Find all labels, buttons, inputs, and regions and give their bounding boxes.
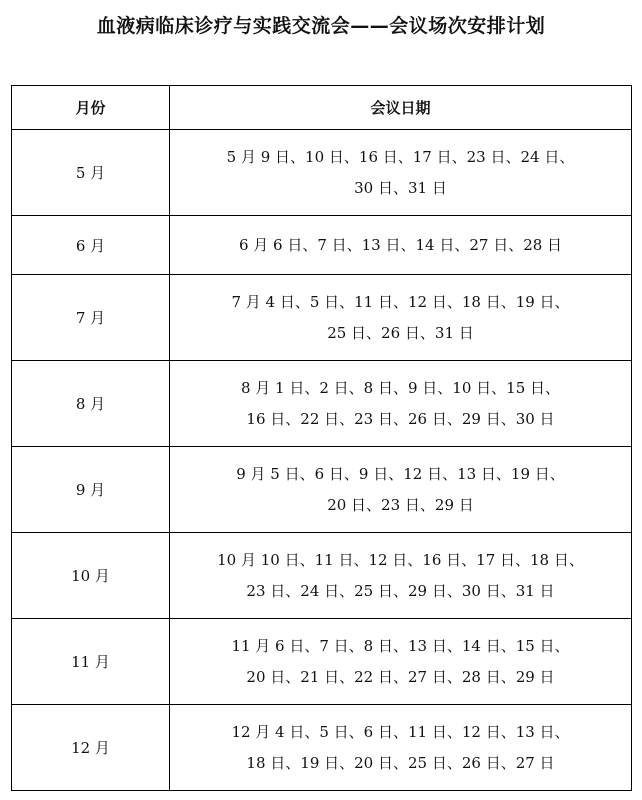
dates-line: 20 日、21 日、22 日、27 日、28 日、29 日	[246, 667, 555, 686]
dates-cell	[170, 705, 632, 791]
dates-line: 10 月 10 日、11 日、12 日、16 日、17 日、18 日、	[217, 550, 584, 569]
dates-line: 25 日、26 日、31 日	[327, 323, 474, 342]
month-cell: 5 月	[12, 130, 170, 216]
dates-line: 20 日、23 日、29 日	[327, 495, 474, 514]
dates-cell	[170, 361, 632, 447]
dates-line: 9 月 5 日、6 日、9 日、12 日、13 日、19 日、	[236, 464, 565, 483]
dates-column-header: 会议日期	[170, 86, 632, 130]
dates-line: 23 日、24 日、25 日、29 日、30 日、31 日	[246, 581, 555, 600]
month-cell: 8 月	[12, 361, 170, 447]
month-cell: 10 月	[12, 533, 170, 619]
table-row	[12, 130, 632, 216]
dates-line: 11 月 6 日、7 日、8 日、13 日、14 日、15 日、	[231, 636, 570, 655]
month-cell: 11 月	[12, 619, 170, 705]
dates-cell	[170, 216, 632, 275]
month-column-header: 月份	[12, 86, 170, 130]
table-row	[12, 619, 632, 705]
table-row	[12, 533, 632, 619]
month-cell: 12 月	[12, 705, 170, 791]
dates-line: 7 月 4 日、5 日、11 日、12 日、18 日、19 日、	[231, 292, 570, 311]
dates-line: 8 月 1 日、2 日、8 日、9 日、10 日、15 日、	[240, 378, 561, 397]
month-cell: 7 月	[12, 275, 170, 361]
dates-line: 16 日、22 日、23 日、26 日、29 日、30 日	[246, 409, 555, 428]
dates-cell	[170, 275, 632, 361]
page-title: 血液病临床诊疗与实践交流会——会议场次安排计划	[96, 15, 546, 37]
table-header-row	[12, 86, 632, 130]
dates-line: 6 月 6 日、7 日、13 日、14 日、27 日、28 日	[238, 235, 563, 254]
dates-cell	[170, 533, 632, 619]
dates-line: 18 日、19 日、20 日、25 日、26 日、27 日	[246, 753, 555, 772]
table-row	[12, 216, 632, 275]
dates-line: 5 月 9 日、10 日、16 日、17 日、23 日、24 日、	[226, 147, 575, 166]
dates-cell	[170, 619, 632, 705]
dates-cell	[170, 447, 632, 533]
month-cell: 6 月	[12, 216, 170, 275]
dates-cell	[170, 130, 632, 216]
dates-line: 12 月 4 日、5 日、6 日、11 日、12 日、13 日、	[231, 722, 570, 741]
table-row	[12, 275, 632, 361]
table-row	[12, 447, 632, 533]
schedule-table	[11, 85, 632, 791]
table-row	[12, 361, 632, 447]
month-cell: 9 月	[12, 447, 170, 533]
dates-line: 30 日、31 日	[354, 178, 447, 197]
table-row	[12, 705, 632, 791]
